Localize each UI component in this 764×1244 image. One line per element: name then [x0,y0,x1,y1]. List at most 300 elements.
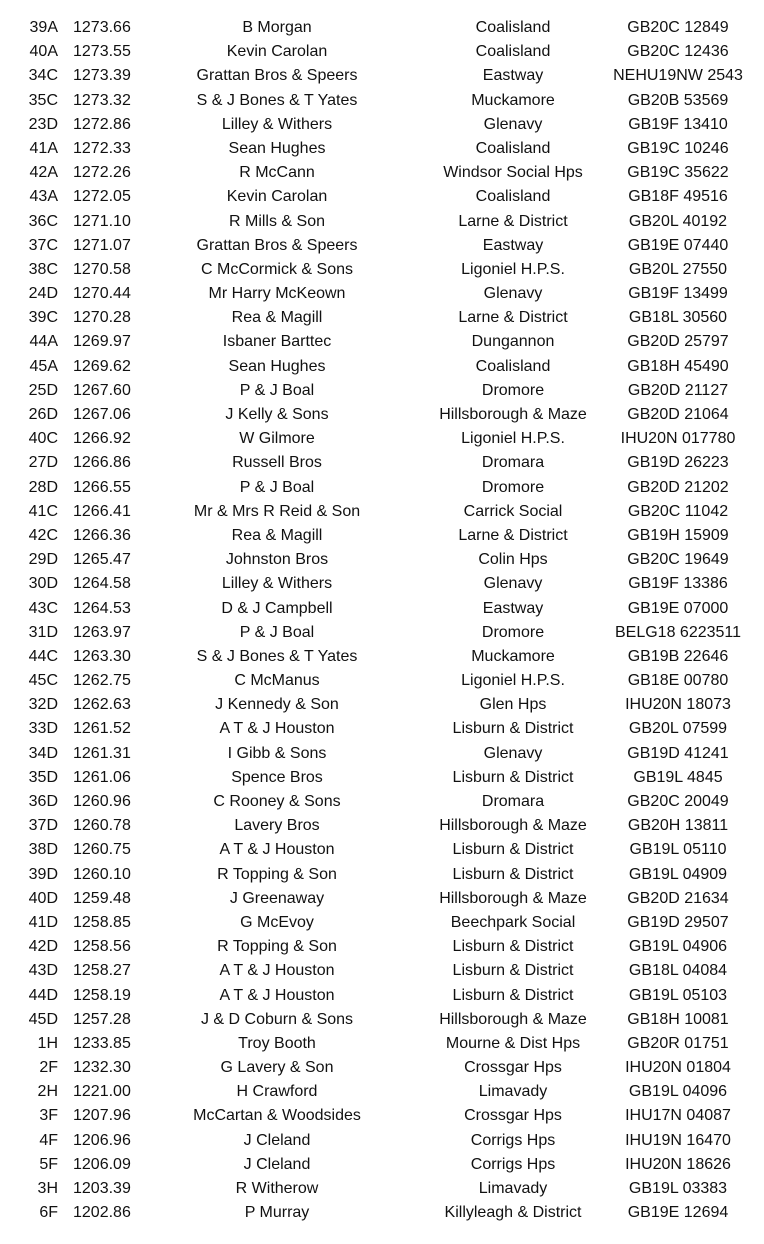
position-cell: 30D [28,575,58,593]
fancier-name-cell: R Topping & Son [217,938,337,956]
ring-number-cell: GB19F 13410 [628,115,728,133]
ring-number-cell: GB19L 04096 [628,1083,728,1101]
result-row [0,1129,764,1153]
ring-number-cell: GB19L 04906 [628,938,728,956]
club-name-cell: Hillsborough & Maze [439,1010,587,1028]
position-cell: 31D [28,623,58,641]
position-cell: 41C [28,502,58,520]
fancier-name-cell: C McManus [234,672,320,690]
ring-number-cell: GB19L 4845 [633,768,723,786]
ring-number-cell: GB19D 29507 [627,913,729,931]
fancier-name-cell: J Kennedy & Son [215,696,339,714]
position-cell: 40A [29,43,58,61]
velocity-cell: 1262.75 [73,672,131,690]
ring-number-cell: IHU17N 04087 [625,1107,731,1125]
fancier-name-cell: A T & J Houston [219,841,335,859]
velocity-cell: 1272.33 [73,139,131,157]
fancier-name-cell: R Witherow [235,1180,319,1197]
position-cell: 26D [28,406,58,423]
ring-number-cell: IHU20N 017780 [620,430,736,448]
club-name-cell: Coalisland [475,357,551,375]
position-cell: 44C [28,647,58,665]
result-row [0,451,764,475]
position-cell: 34D [28,744,58,762]
velocity-cell: 1266.55 [73,478,131,496]
position-cell: 37D [28,817,58,835]
fancier-name-cell: S & J Bones & T Yates [196,647,358,665]
velocity-cell: 1261.06 [73,768,131,786]
fancier-name-cell: H Crawford [236,1083,318,1101]
fancier-name-cell: C McCormick & Sons [200,260,354,278]
fancier-name-cell: P Murray [244,1204,310,1222]
velocity-cell: 1272.26 [73,164,131,182]
velocity-cell: 1270.28 [73,309,131,327]
position-cell: 40D [28,889,58,907]
position-cell: 35D [28,768,58,786]
position-cell: 25D [28,381,58,399]
club-name-cell: Killyleagh & District [444,1204,582,1222]
ring-number-cell: GB20L 40192 [628,212,728,230]
ring-number-cell: GB20D 21634 [627,889,729,907]
position-cell: 35C [28,91,58,109]
result-row [0,16,764,40]
result-row [0,64,764,88]
result-row [0,210,764,234]
position-cell: 29D [28,551,58,569]
fancier-name-cell: R McCann [239,164,315,182]
club-name-cell: Lisburn & District [452,962,574,980]
fancier-name-cell: Mr Harry McKeown [208,285,346,303]
club-name-cell: Larne & District [458,212,568,230]
ring-number-cell: GB20B 53569 [627,91,729,109]
fancier-name-cell: Russell Bros [232,454,322,472]
fancier-name-cell: J Kelly & Sons [225,406,329,423]
result-row [0,1056,764,1080]
result-row [0,838,764,862]
club-name-cell: Lisburn & District [452,720,574,738]
club-name-cell: Hillsborough & Maze [439,889,587,907]
velocity-cell: 1206.09 [73,1155,131,1173]
velocity-cell: 1260.10 [73,865,131,883]
result-row [0,717,764,741]
fancier-name-cell: McCartan & Woodsides [193,1107,361,1125]
result-row [0,379,764,403]
position-cell: 41D [28,913,58,931]
club-name-cell: Dromara [481,793,545,810]
velocity-cell: 1269.97 [73,333,131,351]
position-cell: 1H [37,1034,58,1052]
ring-number-cell: GB20C 12849 [627,19,729,36]
position-cell: 6F [39,1204,58,1222]
result-row [0,645,764,669]
result-row [0,669,764,693]
fancier-name-cell: Isbaner Barttec [222,333,332,351]
ring-number-cell: IHU20N 01804 [625,1059,731,1077]
position-cell: 23D [28,115,58,133]
fancier-name-cell: G McEvoy [240,913,314,931]
velocity-cell: 1203.39 [73,1180,131,1197]
position-cell: 37C [28,236,58,254]
ring-number-cell: GB19L 03383 [628,1180,728,1197]
fancier-name-cell: Lilley & Withers [221,115,333,133]
velocity-cell: 1266.41 [73,502,131,520]
ring-number-cell: GB19E 12694 [627,1204,729,1222]
club-name-cell: Glenavy [483,285,543,303]
position-cell: 24D [28,285,58,303]
velocity-cell: 1263.30 [73,647,131,665]
velocity-cell: 1258.19 [73,986,131,1004]
result-row [0,742,764,766]
club-name-cell: Muckamore [471,91,555,109]
club-name-cell: Lisburn & District [452,938,574,956]
fancier-name-cell: J & D Coburn & Sons [200,1010,354,1028]
position-cell: 3H [37,1180,58,1197]
position-cell: 39D [28,865,58,883]
club-name-cell: Coalisland [475,43,551,61]
position-cell: 43A [29,188,58,206]
result-row [0,234,764,258]
club-name-cell: Dromore [481,381,545,399]
club-name-cell: Crossgar Hps [464,1059,562,1077]
result-row [0,282,764,306]
ring-number-cell: GB19H 15909 [627,526,729,544]
velocity-cell: 1232.30 [73,1059,131,1077]
club-name-cell: Coalisland [475,188,551,206]
fancier-name-cell: R Topping & Son [217,865,337,883]
velocity-cell: 1258.85 [73,913,131,931]
ring-number-cell: GB18H 45490 [627,357,729,375]
velocity-cell: 1260.75 [73,841,131,859]
velocity-cell: 1266.36 [73,526,131,544]
fancier-name-cell: Lavery Bros [234,817,320,835]
position-cell: 41A [29,139,58,157]
club-name-cell: Glen Hps [479,696,547,714]
ring-number-cell: GB20L 07599 [628,720,728,738]
velocity-cell: 1260.78 [73,817,131,835]
fancier-name-cell: A T & J Houston [219,986,335,1004]
ring-number-cell: GB19D 41241 [627,744,729,762]
ring-number-cell: GB20C 19649 [627,551,729,569]
result-row [0,621,764,645]
result-row [0,1080,764,1104]
position-cell: 45A [29,357,58,375]
velocity-cell: 1260.96 [73,793,131,810]
club-name-cell: Lisburn & District [452,865,574,883]
position-cell: 43D [28,962,58,980]
position-cell: 4F [39,1131,58,1149]
club-name-cell: Eastway [482,236,544,254]
result-row [0,1104,764,1128]
position-cell: 5F [39,1155,58,1173]
result-row [0,427,764,451]
ring-number-cell: GB19L 05103 [628,986,728,1004]
club-name-cell: Hillsborough & Maze [439,406,587,423]
ring-number-cell: GB18E 00780 [627,672,729,690]
result-row [0,524,764,548]
result-row [0,89,764,113]
result-row [0,1153,764,1177]
fancier-name-cell: Grattan Bros & Speers [196,67,358,85]
fancier-name-cell: B Morgan [242,19,312,36]
position-cell: 45C [28,672,58,690]
velocity-cell: 1273.39 [73,67,131,85]
velocity-cell: 1269.62 [73,357,131,375]
velocity-cell: 1206.96 [73,1131,131,1149]
result-row [0,355,764,379]
result-row [0,137,764,161]
club-name-cell: Glenavy [483,115,543,133]
club-name-cell: Glenavy [483,744,543,762]
club-name-cell: Crossgar Hps [464,1107,562,1125]
fancier-name-cell: Grattan Bros & Speers [196,236,358,254]
ring-number-cell: GB20D 21202 [627,478,729,496]
fancier-name-cell: G Lavery & Son [220,1059,334,1077]
position-cell: 39A [29,19,58,36]
velocity-cell: 1207.96 [73,1107,131,1125]
ring-number-cell: GB19C 10246 [627,139,729,157]
club-name-cell: Corrigs Hps [470,1131,556,1149]
result-row [0,814,764,838]
velocity-cell: 1258.56 [73,938,131,956]
fancier-name-cell: Johnston Bros [225,551,329,569]
result-row [0,258,764,282]
ring-number-cell: GB20L 27550 [628,260,728,278]
position-cell: 42C [28,526,58,544]
position-cell: 38C [28,260,58,278]
ring-number-cell: BELG18 6223511 [614,623,742,641]
result-row [0,911,764,935]
ring-number-cell: GB20R 01751 [627,1034,729,1052]
position-cell: 44D [28,986,58,1004]
result-row [0,40,764,64]
position-cell: 36C [28,212,58,230]
club-name-cell: Muckamore [471,647,555,665]
fancier-name-cell: A T & J Houston [219,720,335,738]
ring-number-cell: GB20C 12436 [627,43,729,61]
result-row [0,984,764,1008]
club-name-cell: Corrigs Hps [470,1155,556,1173]
position-cell: 3F [39,1107,58,1125]
ring-number-cell: GB19F 13386 [628,575,728,593]
result-row [0,572,764,596]
position-cell: 40C [28,430,58,448]
ring-number-cell: NEHU19NW 2543 [613,67,743,85]
position-cell: 2H [37,1083,58,1101]
club-name-cell: Lisburn & District [452,768,574,786]
club-name-cell: Carrick Social [463,502,563,520]
club-name-cell: Ligoniel H.P.S. [461,430,565,448]
ring-number-cell: GB20D 21127 [627,381,729,399]
fancier-name-cell: Kevin Carolan [226,43,328,61]
fancier-name-cell: P & J Boal [239,381,315,399]
position-cell: 33D [28,720,58,738]
fancier-name-cell: W Gilmore [239,430,315,448]
ring-number-cell: GB19B 22646 [627,647,729,665]
ring-number-cell: GB18H 10081 [627,1010,729,1028]
position-cell: 43C [28,599,58,617]
club-name-cell: Hillsborough & Maze [439,817,587,835]
velocity-cell: 1267.06 [73,406,131,423]
velocity-cell: 1233.85 [73,1034,131,1052]
ring-number-cell: GB18F 49516 [628,188,728,206]
club-name-cell: Dromore [481,623,545,641]
velocity-cell: 1259.48 [73,889,131,907]
club-name-cell: Lisburn & District [452,986,574,1004]
club-name-cell: Windsor Social Hps [443,164,583,182]
fancier-name-cell: C Rooney & Sons [213,793,341,810]
velocity-cell: 1264.53 [73,599,131,617]
velocity-cell: 1270.44 [73,285,131,303]
velocity-cell: 1266.92 [73,430,131,448]
velocity-cell: 1271.07 [73,236,131,254]
fancier-name-cell: D & J Campbell [221,599,333,617]
result-row [0,766,764,790]
club-name-cell: Mourne & Dist Hps [445,1034,581,1052]
result-row [0,790,764,814]
velocity-cell: 1267.60 [73,381,131,399]
ring-number-cell: GB19D 26223 [627,454,729,472]
ring-number-cell: GB20D 21064 [627,406,729,423]
result-row [0,306,764,330]
velocity-cell: 1263.97 [73,623,131,641]
velocity-cell: 1258.27 [73,962,131,980]
fancier-name-cell: Rea & Magill [231,309,323,327]
club-name-cell: Dromore [481,478,545,496]
fancier-name-cell: Sean Hughes [228,357,326,375]
club-name-cell: Beechpark Social [450,913,576,931]
result-row [0,161,764,185]
ring-number-cell: GB19C 35622 [627,164,729,182]
ring-number-cell: GB20H 13811 [627,817,729,835]
fancier-name-cell: Rea & Magill [231,526,323,544]
club-name-cell: Eastway [482,599,544,617]
club-name-cell: Limavady [478,1180,548,1197]
fancier-name-cell: I Gibb & Sons [227,744,327,762]
position-cell: 36D [28,793,58,810]
ring-number-cell: GB20C 20049 [627,793,729,810]
fancier-name-cell: Kevin Carolan [226,188,328,206]
ring-number-cell: GB19L 04909 [628,865,728,883]
ring-number-cell: GB20C 11042 [627,502,729,520]
velocity-cell: 1264.58 [73,575,131,593]
ring-number-cell: IHU19N 16470 [625,1131,731,1149]
club-name-cell: Larne & District [458,309,568,327]
position-cell: 32D [28,696,58,714]
velocity-cell: 1270.58 [73,260,131,278]
ring-number-cell: GB19F 13499 [628,285,728,303]
fancier-name-cell: Lilley & Withers [221,575,333,593]
result-row [0,1177,764,1201]
club-name-cell: Limavady [478,1083,548,1101]
result-row [0,959,764,983]
result-row [0,476,764,500]
club-name-cell: Colin Hps [478,551,548,569]
result-row [0,1032,764,1056]
position-cell: 39C [28,309,58,327]
position-cell: 42A [29,164,58,182]
fancier-name-cell: P & J Boal [239,478,315,496]
fancier-name-cell: J Cleland [243,1155,311,1173]
result-row [0,935,764,959]
velocity-cell: 1202.86 [73,1204,131,1222]
fancier-name-cell: Spence Bros [231,768,323,786]
velocity-cell: 1273.66 [73,19,131,36]
result-row [0,1201,764,1225]
velocity-cell: 1265.47 [73,551,131,569]
velocity-cell: 1262.63 [73,696,131,714]
result-row [0,548,764,572]
club-name-cell: Eastway [482,67,544,85]
result-row [0,500,764,524]
club-name-cell: Ligoniel H.P.S. [461,260,565,278]
ring-number-cell: GB19E 07440 [627,236,729,254]
result-row [0,693,764,717]
velocity-cell: 1272.05 [73,188,131,206]
ring-number-cell: GB18L 30560 [628,309,728,327]
ring-number-cell: GB18L 04084 [628,962,728,980]
position-cell: 2F [39,1059,58,1077]
fancier-name-cell: Mr & Mrs R Reid & Son [193,502,361,520]
velocity-cell: 1261.52 [73,720,131,738]
position-cell: 45D [28,1010,58,1028]
result-row [0,597,764,621]
position-cell: 38D [28,841,58,859]
club-name-cell: Larne & District [458,526,568,544]
result-row [0,403,764,427]
result-row [0,863,764,887]
club-name-cell: Dromara [481,454,545,472]
velocity-cell: 1272.86 [73,115,131,133]
fancier-name-cell: S & J Bones & T Yates [196,91,358,109]
fancier-name-cell: Troy Booth [238,1034,316,1052]
result-row [0,113,764,137]
club-name-cell: Ligoniel H.P.S. [461,672,565,690]
fancier-name-cell: A T & J Houston [219,962,335,980]
fancier-name-cell: J Cleland [243,1131,311,1149]
velocity-cell: 1221.00 [73,1083,131,1101]
fancier-name-cell: J Greenaway [229,889,325,907]
position-cell: 42D [28,938,58,956]
ring-number-cell: GB19L 05110 [629,841,727,859]
result-row [0,1008,764,1032]
club-name-cell: Coalisland [475,139,551,157]
position-cell: 28D [28,478,58,496]
result-row [0,330,764,354]
ring-number-cell: GB20D 25797 [627,333,729,351]
velocity-cell: 1257.28 [73,1010,131,1028]
club-name-cell: Dungannon [471,333,555,351]
velocity-cell: 1266.86 [73,454,131,472]
position-cell: 27D [28,454,58,472]
club-name-cell: Lisburn & District [452,841,574,859]
fancier-name-cell: P & J Boal [239,623,315,641]
ring-number-cell: IHU20N 18626 [625,1155,731,1173]
fancier-name-cell: R Mills & Son [228,212,326,230]
result-row [0,185,764,209]
ring-number-cell: IHU20N 18073 [625,696,731,714]
velocity-cell: 1273.32 [73,91,131,109]
velocity-cell: 1261.31 [73,744,131,762]
velocity-cell: 1271.10 [73,212,131,230]
club-name-cell: Coalisland [475,19,551,36]
ring-number-cell: GB19E 07000 [627,599,729,617]
club-name-cell: Glenavy [483,575,543,593]
fancier-name-cell: Sean Hughes [228,139,326,157]
result-row [0,887,764,911]
velocity-cell: 1273.55 [73,43,131,61]
position-cell: 34C [28,67,58,85]
position-cell: 44A [29,333,58,351]
